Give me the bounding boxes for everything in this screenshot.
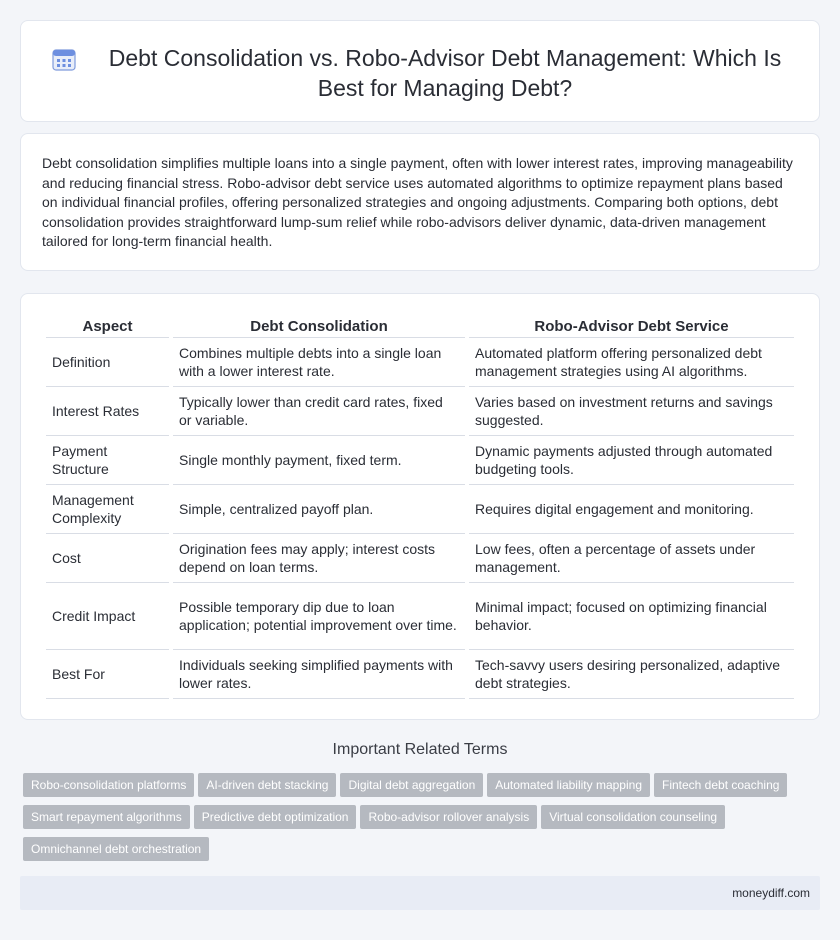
table-cell: Requires digital engagement and monitoring. <box>469 485 794 534</box>
table-row <box>46 436 794 485</box>
table-cell: Individuals seeking simplified payments with lower rates. <box>173 650 465 699</box>
table-row <box>46 650 794 699</box>
related-terms-heading: Important Related Terms <box>332 741 508 758</box>
table-cell: Origination fees may apply; interest costs depend on loan terms. <box>173 534 465 583</box>
table-cell: Payment Structure <box>46 436 169 485</box>
table-cell: Definition <box>46 338 169 387</box>
comparison-table <box>42 316 798 699</box>
table-cell: Management Complexity <box>46 485 169 534</box>
term-tag[interactable]: Robo-consolidation platforms <box>23 773 194 797</box>
table-row <box>46 583 794 650</box>
page-title: Debt Consolidation vs. Robo-Advisor Debt Management: Which Is Best for Managing Debt? <box>108 45 782 101</box>
table-cell: Interest Rates <box>46 387 169 436</box>
site-name[interactable]: moneydiff.com <box>732 886 810 900</box>
table-cell: Minimal impact; focused on optimizing financial behavior. <box>469 583 794 650</box>
table-cell: Simple, centralized payoff plan. <box>173 485 465 534</box>
table-row <box>46 387 794 436</box>
term-tag[interactable]: Omnichannel debt orchestration <box>23 837 209 861</box>
table-cell: Possible temporary dip due to loan application; potential improvement over time. <box>173 583 465 650</box>
term-tag[interactable]: Predictive debt optimization <box>194 805 357 829</box>
table-cell: Single monthly payment, fixed term. <box>173 436 465 485</box>
intro-card <box>20 133 820 271</box>
related-terms-list <box>23 773 823 869</box>
comparison-card <box>20 293 820 720</box>
table-cell: Dynamic payments adjusted through automated budgeting tools. <box>469 436 794 485</box>
table-row <box>46 534 794 583</box>
term-tag[interactable]: AI-driven debt stacking <box>198 773 336 797</box>
table-cell: Cost <box>46 534 169 583</box>
column-header-debt-consolidation: Debt Consolidation <box>173 316 465 338</box>
table-cell: Tech-savvy users desiring personalized, adaptive debt strategies. <box>469 650 794 699</box>
table-cell: Automated platform offering personalized debt management strategies using AI algorithms. <box>469 338 794 387</box>
term-tag[interactable]: Automated liability mapping <box>487 773 650 797</box>
table-cell: Low fees, often a percentage of assets under management. <box>469 534 794 583</box>
title-card <box>20 20 820 122</box>
column-header-robo-advisor: Robo-Advisor Debt Service <box>469 316 794 338</box>
footer <box>20 876 820 910</box>
term-tag[interactable]: Smart repayment algorithms <box>23 805 190 829</box>
table-row <box>46 338 794 387</box>
term-tag[interactable]: Digital debt aggregation <box>340 773 483 797</box>
table-row <box>46 485 794 534</box>
table-cell: Combines multiple debts into a single loan with a lower interest rate. <box>173 338 465 387</box>
term-tag[interactable]: Virtual consolidation counseling <box>541 805 725 829</box>
table-cell: Credit Impact <box>46 583 169 650</box>
table-header-row <box>46 316 794 338</box>
table-cell: Best For <box>46 650 169 699</box>
column-header-aspect: Aspect <box>46 316 169 338</box>
table-cell: Typically lower than credit card rates, fixed or variable. <box>173 387 465 436</box>
term-tag[interactable]: Robo-advisor rollover analysis <box>360 805 537 829</box>
table-cell: Varies based on investment returns and savings suggested. <box>469 387 794 436</box>
intro-paragraph: Debt consolidation simplifies multiple loans into a single payment, often with lower interest rates, improving manageability and reducing financial stress. Robo-advisor debt service uses automated algorithms to optimize repayment plans based on individual financial profiles, offering personalized strategies and ongoing adjustments. Comparing both options, debt consolidation provides straightforward lump-sum relief while robo-advisors deliver dynamic, data-driven management tailored for long-term financial health. <box>42 155 793 250</box>
term-tag[interactable]: Fintech debt coaching <box>654 773 787 797</box>
